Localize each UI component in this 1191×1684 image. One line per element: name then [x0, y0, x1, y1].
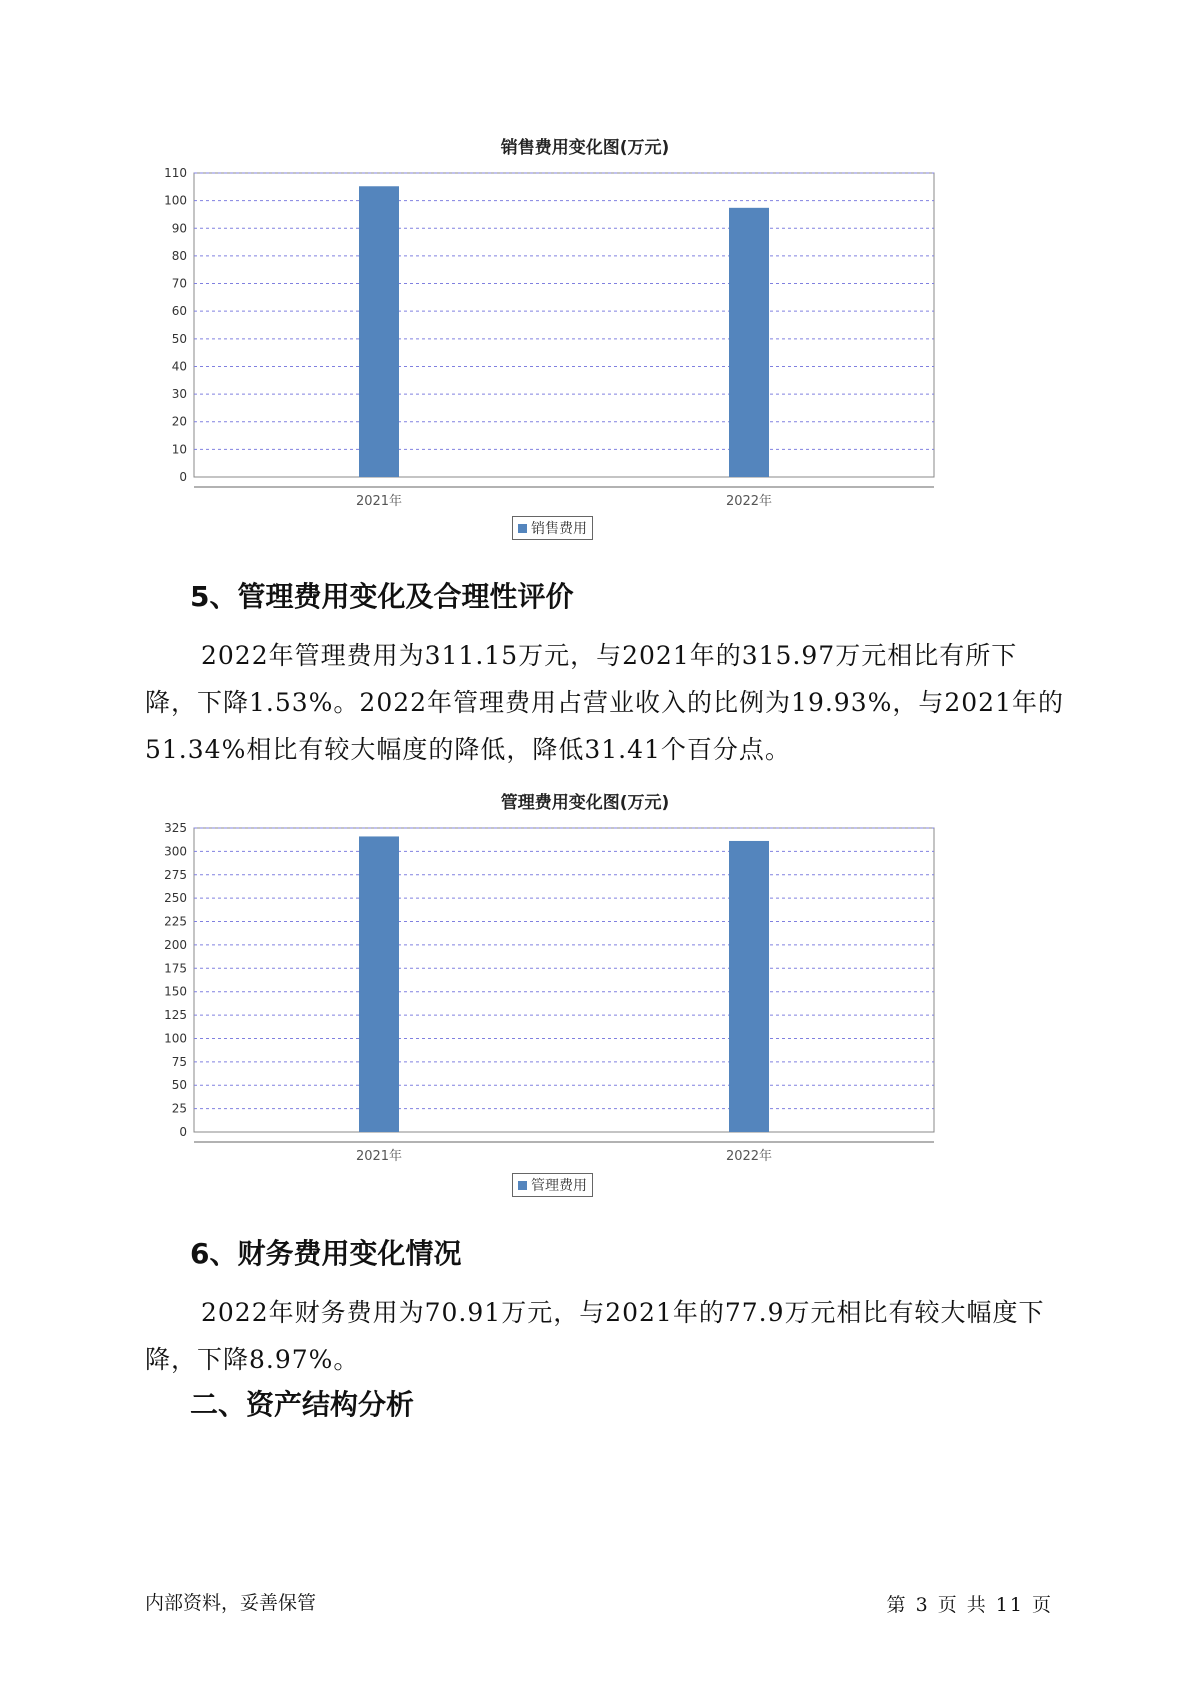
y-tick-label: 250 — [164, 891, 187, 906]
admin-expense-chart — [150, 785, 1020, 1205]
section-two-heading: 二、资产结构分析 — [190, 1388, 415, 1421]
y-tick-label: 110 — [164, 166, 187, 180]
x-tick-label: 2022年 — [725, 494, 773, 509]
section-5-paragraph: 2022年管理费用为311.15万元，与2021年的315.97万元相比有所下降，下降1.53%。2022年管理费用占营业收入的比例为19.93%，与2021年的51.34%相比有较大幅度的降低，降低31.41个百分点。 — [145, 641, 1064, 764]
y-tick-label: 80 — [171, 248, 187, 263]
plot-area — [194, 828, 934, 1132]
y-tick-label: 25 — [171, 1101, 187, 1116]
y-tick-label: 325 — [164, 821, 187, 835]
chart-title: 销售费用变化图(万元) — [500, 138, 670, 158]
y-tick-label: 275 — [164, 867, 187, 882]
y-tick-label: 50 — [171, 331, 187, 346]
y-tick-label: 200 — [164, 937, 187, 952]
y-tick-label: 125 — [164, 1008, 187, 1023]
y-tick-label: 100 — [164, 1031, 187, 1046]
y-tick-label: 0 — [179, 1125, 187, 1139]
y-tick-label: 300 — [164, 844, 187, 859]
y-tick-label: 90 — [171, 221, 187, 236]
x-tick-label: 2022年 — [725, 1149, 773, 1164]
section-6-heading: 6、财务费用变化情况 — [190, 1237, 462, 1270]
chart-legend — [512, 516, 593, 540]
footer-confidential-note: 内部资料，妥善保管 — [145, 1592, 317, 1614]
y-tick-label: 75 — [171, 1054, 187, 1069]
bar — [359, 836, 399, 1132]
chart-plot — [150, 165, 1020, 535]
y-tick-label: 225 — [164, 914, 187, 929]
legend-swatch — [518, 1181, 527, 1190]
x-tick-label: 2021年 — [355, 494, 403, 509]
y-tick-label: 70 — [171, 276, 187, 291]
y-tick-label: 100 — [164, 193, 187, 208]
y-tick-label: 0 — [179, 470, 187, 484]
footer-page-number: 第 3 页 共 11 页 — [886, 1594, 1053, 1616]
chart-legend — [512, 1173, 593, 1197]
legend-label: 管理费用 — [531, 1178, 587, 1194]
plot-area — [194, 173, 934, 477]
section-5-heading: 5、管理费用变化及合理性评价 — [190, 580, 574, 613]
chart-plot — [150, 820, 1020, 1190]
x-tick-label: 2021年 — [355, 1149, 403, 1164]
bar — [729, 841, 769, 1132]
y-tick-label: 150 — [164, 984, 187, 999]
sales-expense-chart — [150, 130, 1020, 550]
y-tick-label: 50 — [171, 1078, 187, 1093]
bar — [729, 208, 769, 477]
bar — [359, 186, 399, 477]
y-tick-label: 30 — [171, 387, 187, 402]
y-tick-label: 40 — [171, 359, 187, 374]
y-tick-label: 20 — [171, 414, 187, 429]
legend-label: 销售费用 — [531, 521, 587, 537]
legend-swatch — [518, 524, 527, 533]
y-tick-label: 175 — [164, 961, 187, 976]
y-tick-label: 60 — [171, 304, 187, 319]
section-6-paragraph: 2022年财务费用为70.91万元，与2021年的77.9万元相比有较大幅度下降，下降8.97%。 — [145, 1298, 1045, 1374]
chart-title: 管理费用变化图(万元) — [500, 793, 670, 813]
y-tick-label: 10 — [171, 442, 187, 457]
